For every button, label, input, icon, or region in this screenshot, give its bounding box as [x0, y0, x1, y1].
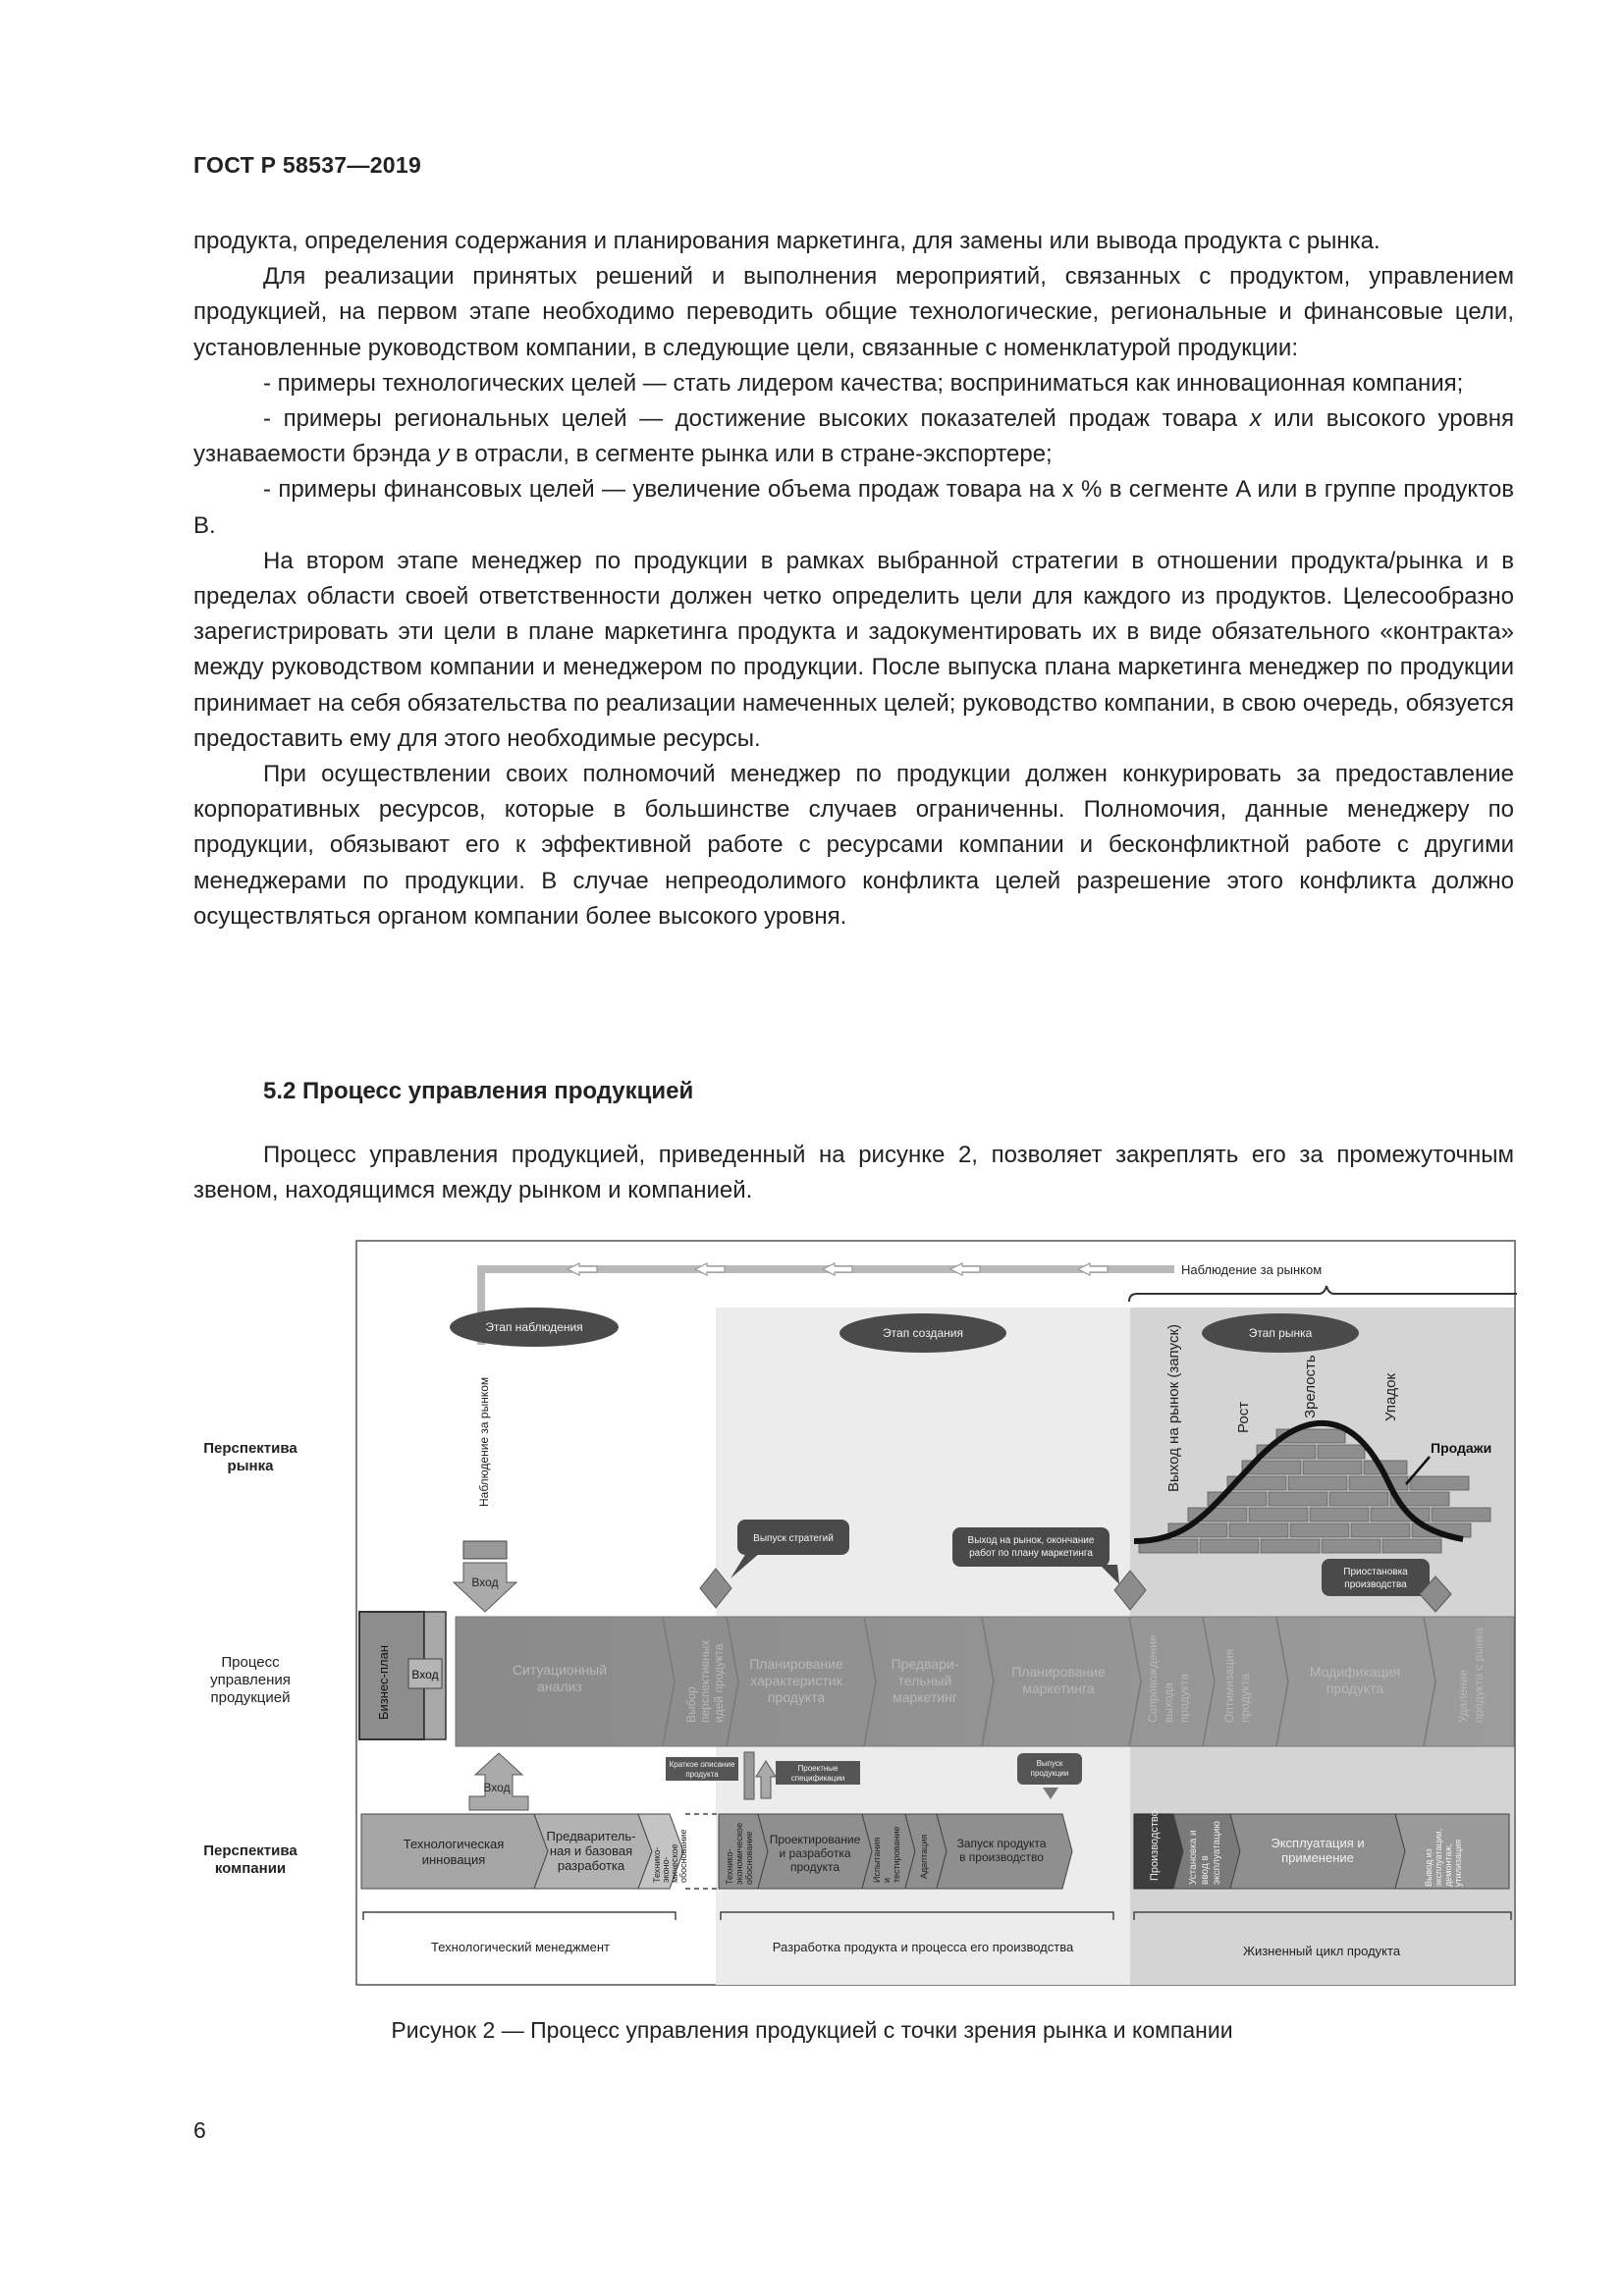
- label-lifecycle: Жизненный цикл продукта: [1242, 1944, 1401, 1958]
- row-label-process: Процесс управления продукцией: [210, 1654, 291, 1706]
- svg-text:Краткое описаниепродукта: Краткое описание продукта: [669, 1760, 735, 1779]
- svg-text:эконо-: эконо-: [661, 1856, 671, 1883]
- label-product-development: Разработка продукта и процесса его производства: [772, 1940, 1074, 1954]
- svg-text:Выбор: Выбор: [684, 1686, 698, 1723]
- process-diagram: [196, 1227, 1517, 1988]
- standard-header: ГОСТ Р 58537—2019: [193, 152, 422, 178]
- svg-text:и: и: [882, 1877, 892, 1883]
- svg-text:тестирование: тестирование: [892, 1826, 901, 1883]
- paragraph: продукта, определения содержания и планирования маркетинга, для замены или вывода продукта с рынка.: [193, 228, 1380, 254]
- svg-text:Ситуационныйанализ: Ситуационный анализ: [512, 1662, 608, 1694]
- svg-text:Технологическаяинновация: Технологическая инновация: [403, 1837, 505, 1867]
- spec-connector: [744, 1752, 754, 1799]
- svg-text:Выпуск стратегий: Выпуск стратегий: [753, 1533, 834, 1544]
- svg-text:обоснование: обоснование: [744, 1831, 754, 1885]
- svg-text:Производство: Производство: [1149, 1810, 1161, 1881]
- paragraph: При осуществлении своих полномочий менеджер по продукции должен конкурировать за предоставление корпоративных ресурсов, которые в большинстве случаев ограниченны. Полномочия, данные менеджеру по продукции, обязывают его к эффективной работе с ресурсами компании и бесконфликтной работе с другими менеджерами по продукции. В случае непреодолимого конфликта целей разрешение этого конфликта должно осуществляться органом компании более высокого уровня.: [193, 761, 1514, 930]
- top-observation-label: Наблюдение за рынком: [1181, 1262, 1323, 1277]
- svg-text:идей продукта: идей продукта: [712, 1643, 726, 1723]
- svg-text:эксплуатацию: эксплуатацию: [1212, 1821, 1222, 1885]
- svg-text:Выпускпродукции: Выпуск продукции: [1030, 1759, 1069, 1778]
- section-title: 5.2 Процесс управления продукцией: [263, 1078, 694, 1104]
- svg-text:Испытания: Испытания: [872, 1837, 882, 1883]
- row-label-market: Перспектива рынка: [203, 1440, 298, 1474]
- svg-text:экономическое: экономическое: [734, 1822, 744, 1885]
- company-tech-innovation: [361, 1814, 548, 1889]
- list-item-tech-goals: - примеры технологических целей — стать лидером качества; восприниматься как инновационная компания;: [263, 369, 1464, 397]
- business-plan-input-label: Вход: [411, 1668, 439, 1682]
- svg-text:Вывод из: Вывод из: [1424, 1848, 1434, 1887]
- svg-text:Рост: Рост: [1235, 1401, 1252, 1433]
- svg-text:Этап создания: Этап создания: [883, 1326, 963, 1340]
- svg-text:эксплуатации,: эксплуатации,: [1434, 1828, 1443, 1887]
- label-tech-management: Технологический менеджмент: [431, 1940, 610, 1954]
- figure-2: [196, 1227, 1517, 1988]
- market-input-block: [463, 1541, 507, 1559]
- svg-text:Эксплуатация иприменение: Эксплуатация и применение: [1271, 1836, 1365, 1865]
- svg-text:Выход на рынок, окончаниеработ: Выход на рынок, окончание работ по плану маркетинга: [967, 1535, 1095, 1559]
- callout-project-specs: [776, 1761, 860, 1785]
- svg-text:Планированиемаркетинга: Планирование маркетинга: [1011, 1664, 1106, 1696]
- svg-text:Технико-: Технико-: [652, 1846, 662, 1883]
- svg-text:Приостановкапроизводства: Приостановка производства: [1343, 1567, 1408, 1590]
- body-text: [193, 224, 1514, 934]
- svg-text:ввод в: ввод в: [1200, 1855, 1211, 1885]
- svg-text:перспективных: перспективных: [698, 1639, 712, 1723]
- svg-text:Модификацияпродукта: Модификация продукта: [1309, 1664, 1401, 1696]
- svg-text:утилизация: утилизация: [1453, 1839, 1463, 1887]
- svg-text:мическое: мическое: [670, 1843, 679, 1883]
- vertical-observation-label: Наблюдение за рынком: [477, 1376, 491, 1507]
- callout-product-release: [1017, 1753, 1082, 1785]
- svg-text:Запуск продуктав производство: Запуск продукта в производство: [956, 1837, 1047, 1864]
- svg-text:Предваритель-ная и базоваяразр: Предваритель-ная и базовая разработка: [546, 1829, 636, 1873]
- svg-text:Сопровождение: Сопровождение: [1146, 1634, 1160, 1723]
- paragraph: Для реализации принятых решений и выполнения мероприятий, связанных с продуктом, управлением продукцией, на первом этапе необходимо переводить общие технологические, региональные и финансовые цели, установленные руководством компании, в следующие цели, связанные с номенклатурой продукции:: [193, 263, 1514, 361]
- figure-caption: Рисунок 2 — Процесс управления продукцией с точки зрения рынка и компании: [391, 2017, 1233, 2043]
- svg-text:Оптимизация: Оптимизация: [1222, 1648, 1236, 1723]
- svg-text:продукта с рынка: продукта с рынка: [1472, 1628, 1486, 1723]
- svg-text:Адаптация: Адаптация: [919, 1834, 929, 1879]
- svg-text:Проектированиеи разработкапрод: Проектирование и разработка продукта: [769, 1833, 861, 1874]
- svg-text:Планированиехарактеристикпроду: Планирование характеристик продукта: [749, 1656, 843, 1705]
- paragraph: На втором этапе менеджер по продукции в рамках выбранной стратегии в отношении продукта/рынка и в пределах области своей ответственности должен четко определить цели для каждого из продуктов. Целесообразно зарегистрировать эти цели в плане маркетинга продукта и задокументировать их в виде обязательного «контракта» между руководством компании и менеджером по продукции. После выпуска плана маркетинга менеджер по продукции принимает на себя обязательства по реализации намеченных целей; руководство компании, в свою очередь, обязуется предоставить ему для этого необходимые ресурсы.: [193, 547, 1514, 752]
- svg-text:Этап рынка: Этап рынка: [1248, 1326, 1313, 1340]
- row-label-company: Перспектива компании: [203, 1842, 298, 1877]
- svg-text:Зрелость: Зрелость: [1302, 1355, 1319, 1418]
- sales-label: Продажи: [1431, 1440, 1492, 1456]
- business-plan-label: Бизнес-план: [376, 1644, 391, 1720]
- page-number: 6: [193, 2117, 206, 2143]
- svg-text:Проектныеспецификации: Проектные спецификации: [790, 1764, 845, 1783]
- svg-text:выхода: выхода: [1162, 1682, 1175, 1723]
- market-input-label: Вход: [471, 1575, 499, 1589]
- svg-text:продукта: продукта: [1238, 1673, 1252, 1723]
- svg-text:обоснование: обоснование: [678, 1829, 688, 1883]
- svg-text:Удаление: Удаление: [1456, 1669, 1470, 1723]
- svg-text:Установка и: Установка и: [1188, 1830, 1199, 1885]
- svg-text:Этап наблюдения: Этап наблюдения: [485, 1320, 583, 1334]
- svg-text:демонтаж,: демонтаж,: [1443, 1843, 1453, 1887]
- svg-text:Предвари-тельныймаркетинг: Предвари-тельный маркетинг: [891, 1656, 959, 1705]
- list-item-regional-goals: - примеры региональных целей — достижение высоких показателей продаж товара x или высокого уровня узнаваемости брэнда y в отрасли, в сегменте рынка или в стране-экспортере;: [193, 405, 1514, 468]
- list-item-financial-goals: - примеры финансовых целей — увеличение объема продаж товара на x % в сегменте A или в группе продуктов B.: [193, 476, 1514, 539]
- svg-text:Технико-: Технико-: [725, 1848, 734, 1885]
- svg-text:Упадок: Упадок: [1382, 1373, 1399, 1421]
- company-input-label: Вход: [483, 1781, 511, 1794]
- section-paragraph: Процесс управления продукцией, приведенный на рисунке 2, позволяет закреплять его за промежуточным звеном, находящимся между рынком и компанией.: [193, 1142, 1514, 1204]
- svg-text:Выход на рынок (запуск): Выход на рынок (запуск): [1165, 1323, 1182, 1492]
- svg-text:продукта: продукта: [1177, 1673, 1191, 1723]
- callout-short-description: [666, 1757, 738, 1781]
